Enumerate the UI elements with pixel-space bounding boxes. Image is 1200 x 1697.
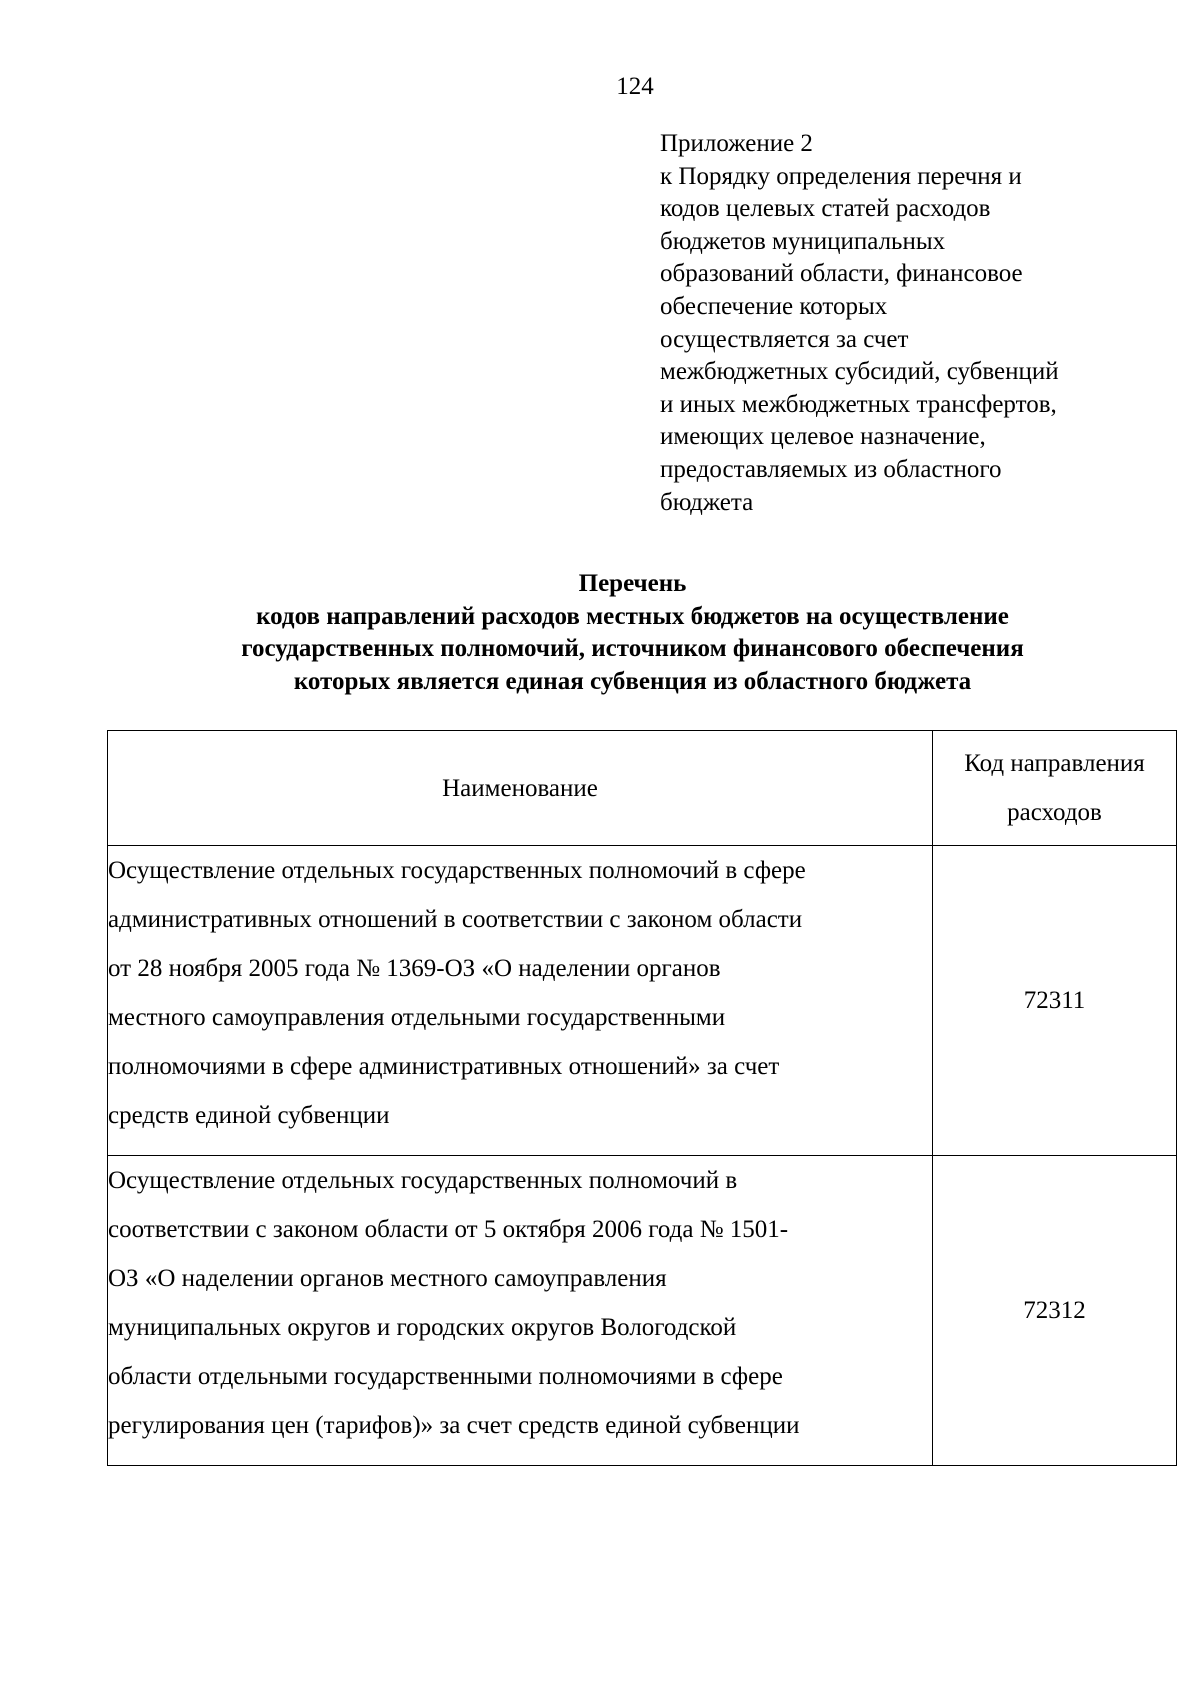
- row-name-line: Осуществление отдельных государственных полномочий в: [108, 1167, 738, 1194]
- row-code-cell: 72311: [933, 846, 1177, 1156]
- appendix-line: образований области, финансовое: [660, 260, 1023, 288]
- row-name-line: муниципальных округов и городских округов Вологодской: [108, 1314, 737, 1341]
- row-name-line: местного самоуправления отдельными государственными: [108, 1004, 726, 1031]
- title-line: кодов направлений расходов местных бюджетов на осуществление: [256, 602, 1009, 630]
- row-name-line: регулирования цен (тарифов)» за счет средств единой субвенции: [108, 1412, 800, 1439]
- header-code-cell: [933, 731, 1177, 846]
- codes-table: [107, 730, 1177, 1466]
- table-row: [108, 846, 1177, 1156]
- header-code-line: расходов: [1007, 799, 1102, 826]
- page-number: 124: [616, 73, 654, 100]
- appendix-line: к Порядку определения перечня и: [660, 162, 1022, 190]
- appendix-line: бюджета: [660, 488, 754, 516]
- appendix-line: обеспечение которых: [660, 292, 888, 320]
- appendix-line: и иных межбюджетных трансфертов,: [660, 390, 1057, 418]
- appendix-line: осуществляется за счет: [660, 325, 909, 353]
- appendix-line: имеющих целевое назначение,: [660, 423, 986, 451]
- row-code-cell: 72312: [933, 1156, 1177, 1466]
- row-name-line: области отдельными государственными полномочиями в сфере: [108, 1363, 783, 1390]
- appendix-line: Приложение 2: [660, 130, 813, 157]
- row-name-line: ОЗ «О наделении органов местного самоуправления: [108, 1265, 667, 1292]
- appendix-line: межбюджетных субсидий, субвенций: [660, 358, 1059, 386]
- table-row: [108, 1156, 1177, 1466]
- appendix-line: бюджетов муниципальных: [660, 227, 946, 255]
- title-line: государственных полномочий, источником финансового обеспечения: [241, 635, 1024, 662]
- row-name-cell: [108, 1156, 933, 1466]
- header-name-cell: Наименование: [108, 731, 933, 846]
- table-header-row: [108, 731, 1177, 846]
- appendix-line: кодов целевых статей расходов: [660, 195, 991, 223]
- title-line: которых является единая субвенция из областного бюджета: [293, 667, 972, 695]
- title-line: Перечень: [578, 570, 687, 597]
- row-name-line: средств единой субвенции: [108, 1102, 390, 1129]
- row-name-line: соответствии с законом области от 5 октября 2006 года № 1501-: [108, 1216, 789, 1243]
- appendix-line: предоставляемых из областного: [660, 455, 1002, 483]
- appendix-caption: [660, 128, 1130, 519]
- row-name-line: Осуществление отдельных государственных полномочий в сфере: [108, 857, 806, 884]
- row-name-line: от 28 ноября 2005 года № 1369-ОЗ «О наделении органов: [108, 955, 721, 982]
- row-name-line: полномочиями в сфере административных отношений» за счет: [108, 1053, 780, 1080]
- document-title: [100, 568, 1165, 698]
- header-code-line: Код направления: [964, 750, 1145, 777]
- row-name-cell: [108, 846, 933, 1156]
- row-name-line: административных отношений в соответствии с законом области: [108, 906, 803, 933]
